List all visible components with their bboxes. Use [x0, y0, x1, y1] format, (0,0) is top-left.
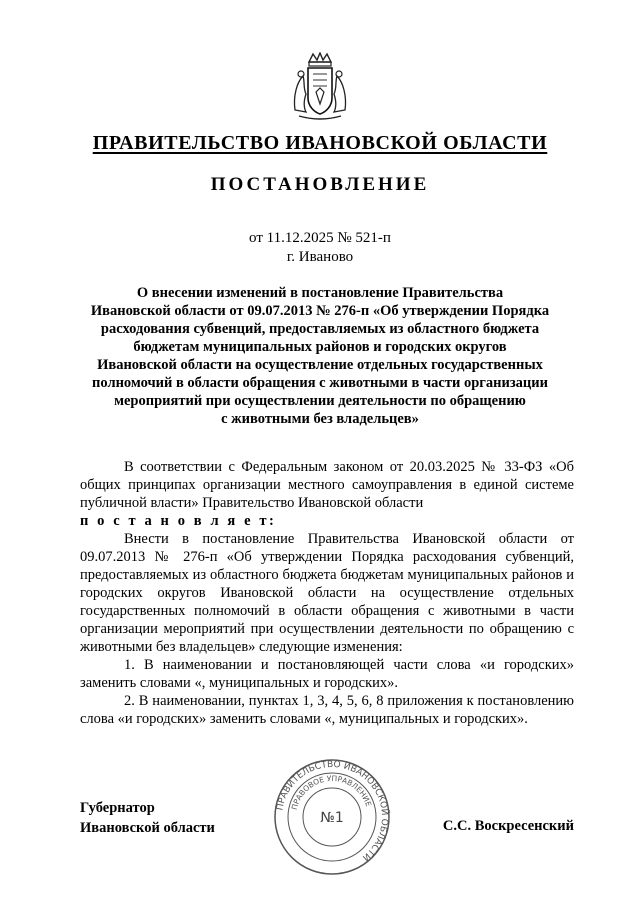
subject-line: мероприятий при осуществлении деятельности по обращению [114, 393, 526, 409]
stamp-number: №1 [320, 810, 344, 826]
official-stamp [273, 758, 391, 876]
resolves-label [80, 512, 574, 530]
position-line: Губернатор [80, 800, 155, 816]
item-1-paragraph: 1. В наименовании и постановляющей части слова «и городских» заменить словами «, муниципальных и городских». [80, 657, 574, 691]
signatory-name: С.С. Воскресенский [442, 818, 574, 834]
signatory-position [80, 798, 215, 838]
position-line: Ивановской области [80, 820, 215, 836]
subject-line: с животными без владельцев» [221, 411, 419, 427]
coat-of-arms-icon [291, 52, 349, 122]
subject-line: полномочий в области обращения с животными в части организации [92, 375, 548, 391]
resolves-text: п о с т а н о в л я е т: [80, 513, 277, 529]
preamble-paragraph: В соответствии с Федеральным законом от 20.03.2025 № 33-ФЗ «Об общих принципах организации местного самоуправления в единой системе публичной власти» Правительство Ивановской области [80, 459, 574, 511]
subject-line: Ивановской области от 09.07.2013 № 276-п «Об утверждении Порядка [90, 303, 550, 319]
subject-line: Ивановской области на осуществление отдельных государственных [97, 357, 543, 373]
government-title: ПРАВИТЕЛЬСТВО ИВАНОВСКОЙ ОБЛАСТИ [92, 132, 548, 154]
document-subject [70, 284, 570, 428]
subject-line: расходования субвенций, предоставляемых из областного бюджета [100, 321, 540, 337]
subject-line: О внесении изменений в постановление Правительства [136, 285, 504, 301]
document-type: ПОСТАНОВЛЕНИЕ [210, 174, 430, 195]
main-paragraph: Внести в постановление Правительства Ивановской области от 09.07.2013 № 276-п «Об утверждении Порядка расходования субвенций, предоставляемых из областного бюджета бюджетам муниципальных районов и городских округов Ивановской области на осуществление отдельных государственных полномочий в области обращения с животными в части организации мероприятий при осуществлении деятельности по обращению с животными без владельцев» следующие изменения: [80, 531, 574, 655]
date-number: от 11.12.2025 № 521-п [249, 230, 391, 246]
stamp-inner-text: ПРАВОВОЕ УПРАВЛЕНИЕ [289, 773, 374, 811]
city: г. Иваново [286, 249, 354, 265]
stamp-outer-text: ПРАВИТЕЛЬСТВО ИВАНОВСКОЙ ОБЛАСТИ [275, 759, 390, 863]
subject-line: бюджетам муниципальных районов и городских округов [133, 339, 507, 355]
document-body [80, 458, 574, 728]
item-2-paragraph: 2. В наименовании, пунктах 1, 3, 4, 5, 6, 8 приложения к постановлению слова «и городских» заменить словами «, муниципальных и городских». [80, 693, 574, 727]
